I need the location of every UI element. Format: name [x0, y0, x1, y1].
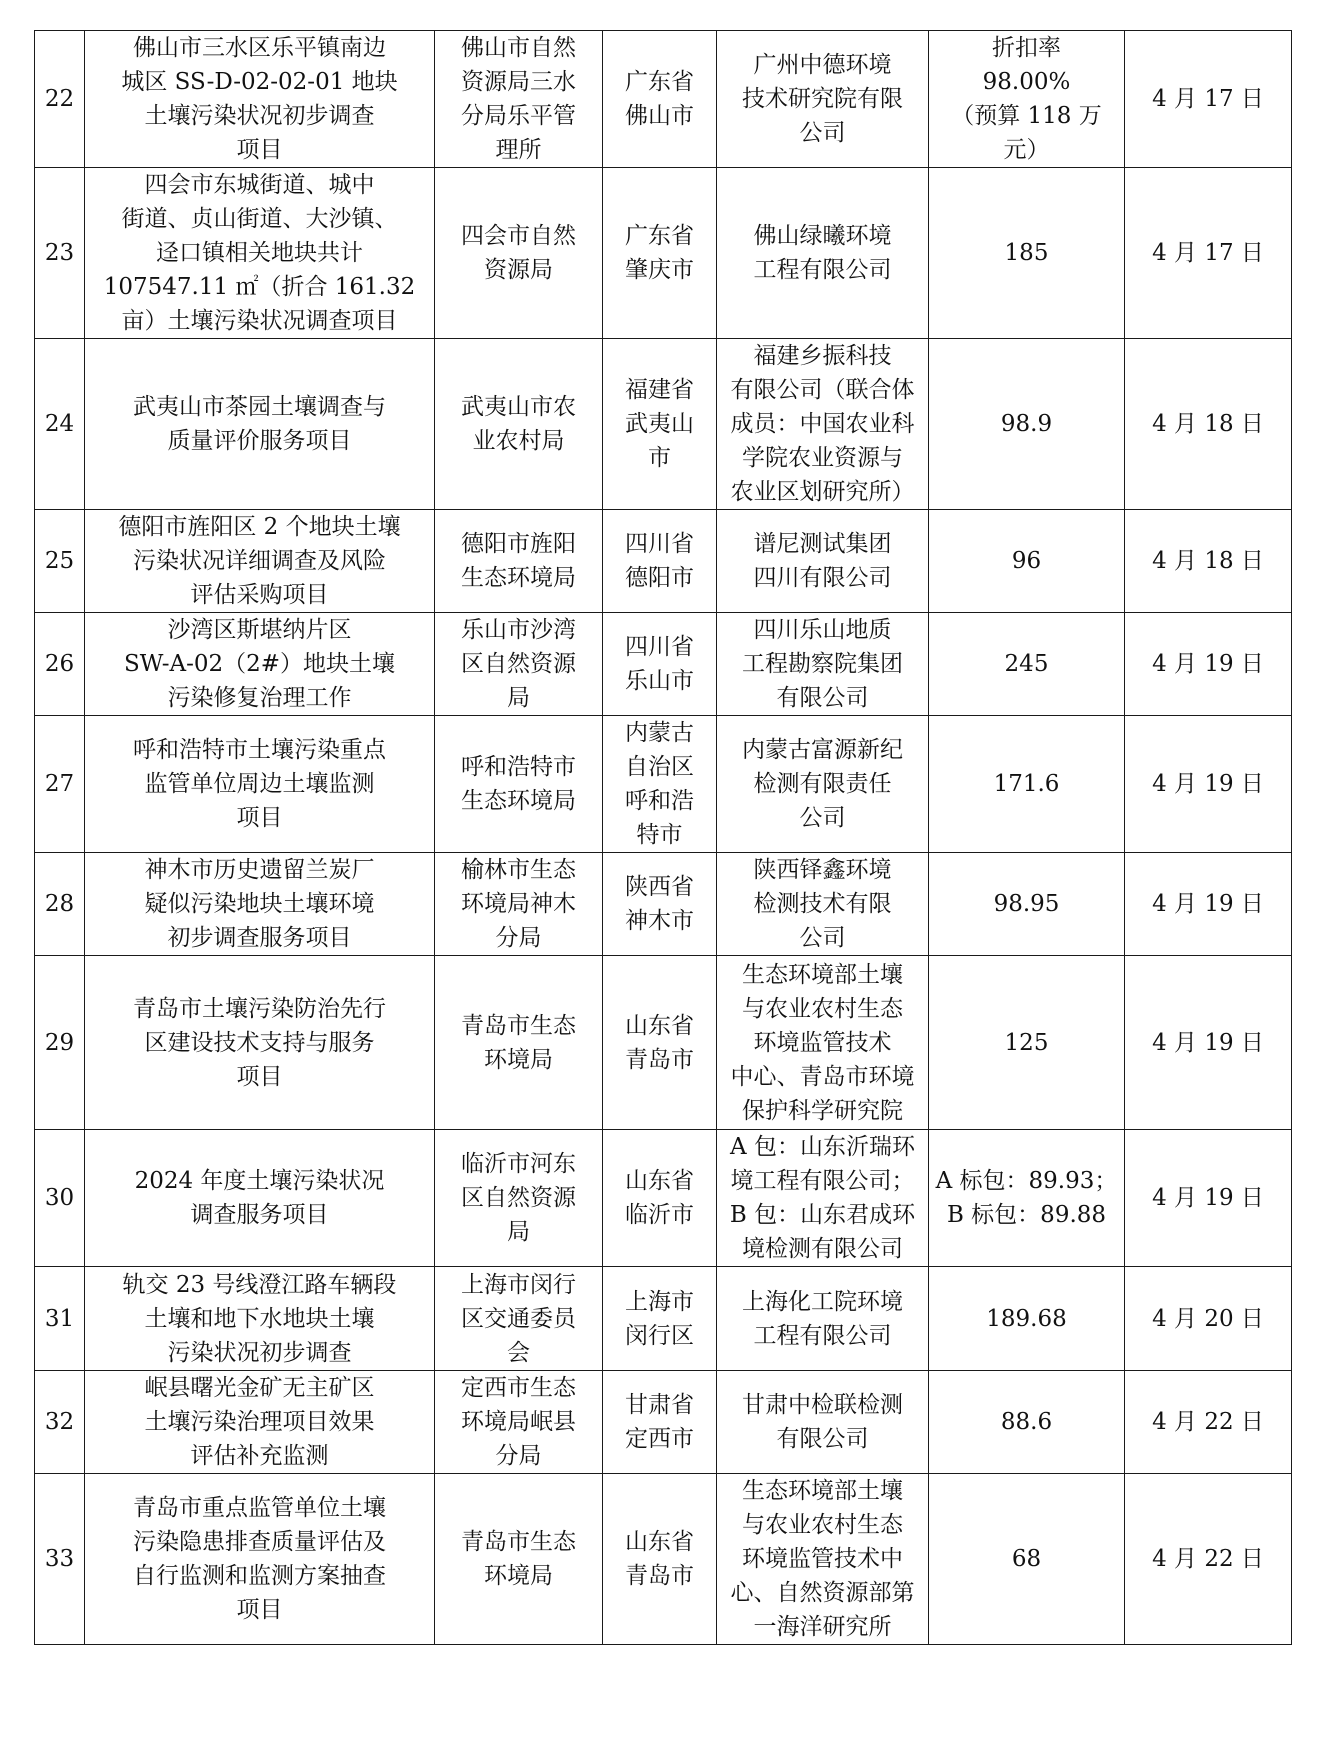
region-cell [603, 853, 717, 956]
bid-amount-cell [929, 956, 1125, 1130]
purchaser-cell [435, 510, 603, 613]
winning-bidder-cell [717, 168, 929, 339]
winning-bidder: 生态环境部土壤 与农业农村生态 环境监管技术 中心、青岛市环境 保护科学研究院 [730, 961, 915, 1124]
bid-amount: 68 [1011, 1546, 1042, 1572]
bid-amount: 171.6 [993, 771, 1060, 797]
row-number: 29 [44, 1029, 75, 1056]
project-name: 2024 年度土壤污染状况 调查服务项目 [134, 1168, 385, 1228]
announcement-date-cell [1125, 1267, 1292, 1371]
table-row [35, 1474, 1292, 1645]
purchaser-cell [435, 716, 603, 853]
winning-bidder: 甘肃中检联检测 有限公司 [742, 1392, 903, 1452]
purchaser-cell [435, 339, 603, 510]
announcement-date: 4 月 17 日 [1152, 240, 1264, 266]
winning-bidder: 陕西铎鑫环境 检测技术有限 公司 [753, 857, 892, 951]
announcement-date-cell [1125, 339, 1292, 510]
project-name: 四会市东城街道、城中 街道、贞山街道、大沙镇、 迳口镇相关地块共计 107547.11 ㎡（折合 161.32 亩）土壤污染状况调查项目 [103, 172, 416, 334]
region-cell [603, 1371, 717, 1474]
row-number-cell [35, 510, 85, 613]
row-number: 25 [44, 548, 75, 574]
project-name: 岷县曙光金矿无主矿区 土壤污染治理项目效果 评估补充监测 [144, 1375, 375, 1469]
region: 广东省 肇庆市 [625, 223, 694, 283]
project-name-cell [85, 1371, 435, 1474]
bid-results-table [34, 30, 1292, 1645]
region: 福建省 武夷山 市 [625, 377, 694, 471]
region: 内蒙古 自治区 呼和浩 特市 [625, 720, 694, 848]
winning-bidder-cell [717, 716, 929, 853]
region: 甘肃省 定西市 [625, 1392, 694, 1452]
project-name-cell [85, 613, 435, 716]
bid-amount: 96 [1011, 548, 1042, 574]
table-row [35, 716, 1292, 853]
row-number: 33 [44, 1546, 75, 1572]
bid-amount: 189.68 [986, 1305, 1067, 1332]
announcement-date-cell [1125, 613, 1292, 716]
table-row [35, 31, 1292, 168]
row-number-cell [35, 1130, 85, 1267]
announcement-date: 4 月 19 日 [1152, 1029, 1264, 1056]
announcement-date: 4 月 18 日 [1152, 548, 1264, 574]
project-name: 呼和浩特市土壤污染重点 监管单位周边土壤监测 项目 [133, 737, 386, 831]
bid-amount-cell [929, 1267, 1125, 1371]
table-row [35, 853, 1292, 956]
table-row [35, 510, 1292, 613]
row-number: 27 [44, 771, 75, 797]
row-number: 28 [44, 891, 75, 917]
project-name-cell [85, 853, 435, 956]
bid-amount: 88.6 [1000, 1409, 1053, 1435]
winning-bidder-cell [717, 339, 929, 510]
announcement-date: 4 月 17 日 [1152, 86, 1264, 112]
announcement-date: 4 月 19 日 [1152, 1185, 1264, 1211]
region-cell [603, 510, 717, 613]
region-cell [603, 339, 717, 510]
region: 山东省 青岛市 [625, 1012, 694, 1073]
winning-bidder-cell [717, 1474, 929, 1645]
row-number: 31 [44, 1305, 75, 1332]
winning-bidder-cell [717, 1371, 929, 1474]
purchaser-cell [435, 1474, 603, 1645]
winning-bidder-cell [717, 510, 929, 613]
purchaser: 四会市自然 资源局 [461, 223, 576, 283]
purchaser: 定西市生态 环境局岷县 分局 [461, 1375, 576, 1469]
region-cell [603, 1130, 717, 1267]
announcement-date-cell [1125, 853, 1292, 956]
winning-bidder-cell [717, 853, 929, 956]
project-name: 德阳市旌阳区 2 个地块土壤 污染状况详细调查及风险 评估采购项目 [118, 514, 401, 608]
announcement-date-cell [1125, 510, 1292, 613]
winning-bidder: 上海化工院环境 工程有限公司 [742, 1288, 903, 1349]
announcement-date: 4 月 22 日 [1152, 1409, 1264, 1435]
table-row [35, 1267, 1292, 1371]
project-name-cell [85, 339, 435, 510]
row-number: 26 [44, 651, 75, 677]
region: 四川省 乐山市 [625, 634, 694, 694]
row-number-cell [35, 716, 85, 853]
purchaser: 上海市闵行 区交通委员 会 [461, 1271, 576, 1366]
winning-bidder-cell [717, 1130, 929, 1267]
table-row [35, 1130, 1292, 1267]
row-number: 23 [44, 240, 75, 266]
bid-amount-cell [929, 1474, 1125, 1645]
row-number-cell [35, 168, 85, 339]
region-cell [603, 1474, 717, 1645]
region-cell [603, 1267, 717, 1371]
region-cell [603, 31, 717, 168]
winning-bidder: A 包：山东沂瑞环 境工程有限公司； B 包：山东君成环 境检测有限公司 [729, 1134, 916, 1262]
announcement-date-cell [1125, 1474, 1292, 1645]
bid-amount: A 标包：89.93； B 标包：89.88 [935, 1168, 1118, 1228]
bid-amount: 98.9 [1000, 411, 1053, 437]
row-number-cell [35, 1474, 85, 1645]
bid-amount: 98.95 [993, 891, 1060, 917]
winning-bidder-cell [717, 1267, 929, 1371]
purchaser-cell [435, 613, 603, 716]
winning-bidder-cell [717, 613, 929, 716]
project-name-cell [85, 716, 435, 853]
purchaser: 青岛市生态 环境局 [461, 1012, 576, 1073]
purchaser-cell [435, 956, 603, 1130]
bid-amount-cell [929, 510, 1125, 613]
purchaser: 乐山市沙湾 区自然资源 局 [461, 617, 576, 711]
row-number: 30 [44, 1185, 75, 1211]
bid-amount-cell [929, 613, 1125, 716]
announcement-date-cell [1125, 168, 1292, 339]
bid-amount-cell [929, 1371, 1125, 1474]
announcement-date-cell [1125, 1371, 1292, 1474]
announcement-date-cell [1125, 31, 1292, 168]
table-row [35, 1371, 1292, 1474]
announcement-date-cell [1125, 716, 1292, 853]
row-number: 24 [44, 411, 75, 437]
row-number-cell [35, 339, 85, 510]
project-name: 武夷山市茶园土壤调查与 质量评价服务项目 [133, 394, 386, 454]
row-number-cell [35, 1267, 85, 1371]
bid-amount-cell [929, 339, 1125, 510]
bid-amount-cell [929, 1130, 1125, 1267]
announcement-date: 4 月 19 日 [1152, 891, 1264, 917]
project-name-cell [85, 31, 435, 168]
region-cell [603, 716, 717, 853]
project-name: 神木市历史遗留兰炭厂 疑似污染地块土壤环境 初步调查服务项目 [144, 857, 375, 951]
winning-bidder: 四川乐山地质 工程勘察院集团 有限公司 [742, 617, 903, 711]
purchaser-cell [435, 1130, 603, 1267]
row-number-cell [35, 853, 85, 956]
bid-amount: 折扣率 98.00% （预算 118 万 元） [951, 35, 1102, 163]
region: 陕西省 神木市 [625, 874, 694, 934]
bid-amount-cell [929, 168, 1125, 339]
winning-bidder-cell [717, 956, 929, 1130]
bid-amount-cell [929, 31, 1125, 168]
row-number: 32 [44, 1409, 75, 1435]
announcement-date: 4 月 22 日 [1152, 1546, 1264, 1572]
winning-bidder: 佛山绿曦环境 工程有限公司 [753, 223, 892, 283]
row-number-cell [35, 1371, 85, 1474]
region: 广东省 佛山市 [625, 69, 694, 129]
table-row [35, 613, 1292, 716]
project-name-cell [85, 168, 435, 339]
purchaser-cell [435, 1371, 603, 1474]
purchaser: 德阳市旌阳 生态环境局 [461, 531, 576, 591]
project-name-cell [85, 1474, 435, 1645]
winning-bidder: 广州中德环境 技术研究院有限 公司 [742, 52, 903, 146]
region: 山东省 青岛市 [625, 1529, 694, 1589]
region-cell [603, 613, 717, 716]
purchaser: 武夷山市农 业农村局 [461, 394, 576, 454]
project-name-cell [85, 1267, 435, 1371]
winning-bidder: 福建乡振科技 有限公司（联合体 成员：中国农业科 学院农业资源与 农业区划研究所） [730, 343, 915, 505]
region-cell [603, 168, 717, 339]
announcement-date: 4 月 20 日 [1152, 1305, 1264, 1332]
purchaser: 青岛市生态 环境局 [461, 1529, 576, 1589]
project-name-cell [85, 956, 435, 1130]
project-name: 沙湾区斯堪纳片区 SW-A-02（2#）地块土壤 污染修复治理工作 [123, 617, 396, 711]
table-row [35, 168, 1292, 339]
row-number: 22 [44, 86, 75, 112]
announcement-date: 4 月 19 日 [1152, 651, 1264, 677]
row-number-cell [35, 31, 85, 168]
purchaser: 榆林市生态 环境局神木 分局 [461, 857, 576, 951]
announcement-date: 4 月 19 日 [1152, 771, 1264, 797]
purchaser: 佛山市自然 资源局三水 分局乐平管 理所 [461, 35, 576, 163]
project-name: 轨交 23 号线澄江路车辆段 土壤和地下水地块土壤 污染状况初步调查 [122, 1271, 397, 1366]
bid-amount-cell [929, 853, 1125, 956]
announcement-date: 4 月 18 日 [1152, 411, 1264, 437]
purchaser-cell [435, 1267, 603, 1371]
announcement-date-cell [1125, 1130, 1292, 1267]
row-number-cell [35, 613, 85, 716]
winning-bidder: 生态环境部土壤 与农业农村生态 环境监管技术中 心、自然资源部第 一海洋研究所 [730, 1478, 915, 1640]
region: 山东省 临沂市 [625, 1168, 694, 1228]
winning-bidder-cell [717, 31, 929, 168]
bid-amount: 185 [1004, 240, 1049, 266]
winning-bidder: 谱尼测试集团 四川有限公司 [753, 531, 892, 591]
project-name-cell [85, 510, 435, 613]
purchaser-cell [435, 31, 603, 168]
project-name: 佛山市三水区乐平镇南边 城区 SS-D-02-02-01 地块 土壤污染状况初步调查 项目 [121, 35, 398, 163]
purchaser-cell [435, 853, 603, 956]
region: 上海市 闵行区 [625, 1288, 694, 1349]
table-body [35, 31, 1292, 1645]
project-name-cell [85, 1130, 435, 1267]
bid-amount: 245 [1004, 651, 1049, 677]
purchaser: 临沂市河东 区自然资源 局 [461, 1151, 576, 1245]
purchaser: 呼和浩特市 生态环境局 [461, 754, 576, 814]
winning-bidder: 内蒙古富源新纪 检测有限责任 公司 [742, 737, 903, 831]
region: 四川省 德阳市 [625, 531, 694, 591]
announcement-date-cell [1125, 956, 1292, 1130]
bid-amount: 125 [1004, 1029, 1049, 1056]
table-row [35, 956, 1292, 1130]
region-cell [603, 956, 717, 1130]
row-number-cell [35, 956, 85, 1130]
bid-amount-cell [929, 716, 1125, 853]
table-row [35, 339, 1292, 510]
project-name: 青岛市重点监管单位土壤 污染隐患排查质量评估及 自行监测和监测方案抽查 项目 [133, 1495, 386, 1623]
project-name: 青岛市土壤污染防治先行 区建设技术支持与服务 项目 [133, 995, 386, 1090]
purchaser-cell [435, 168, 603, 339]
